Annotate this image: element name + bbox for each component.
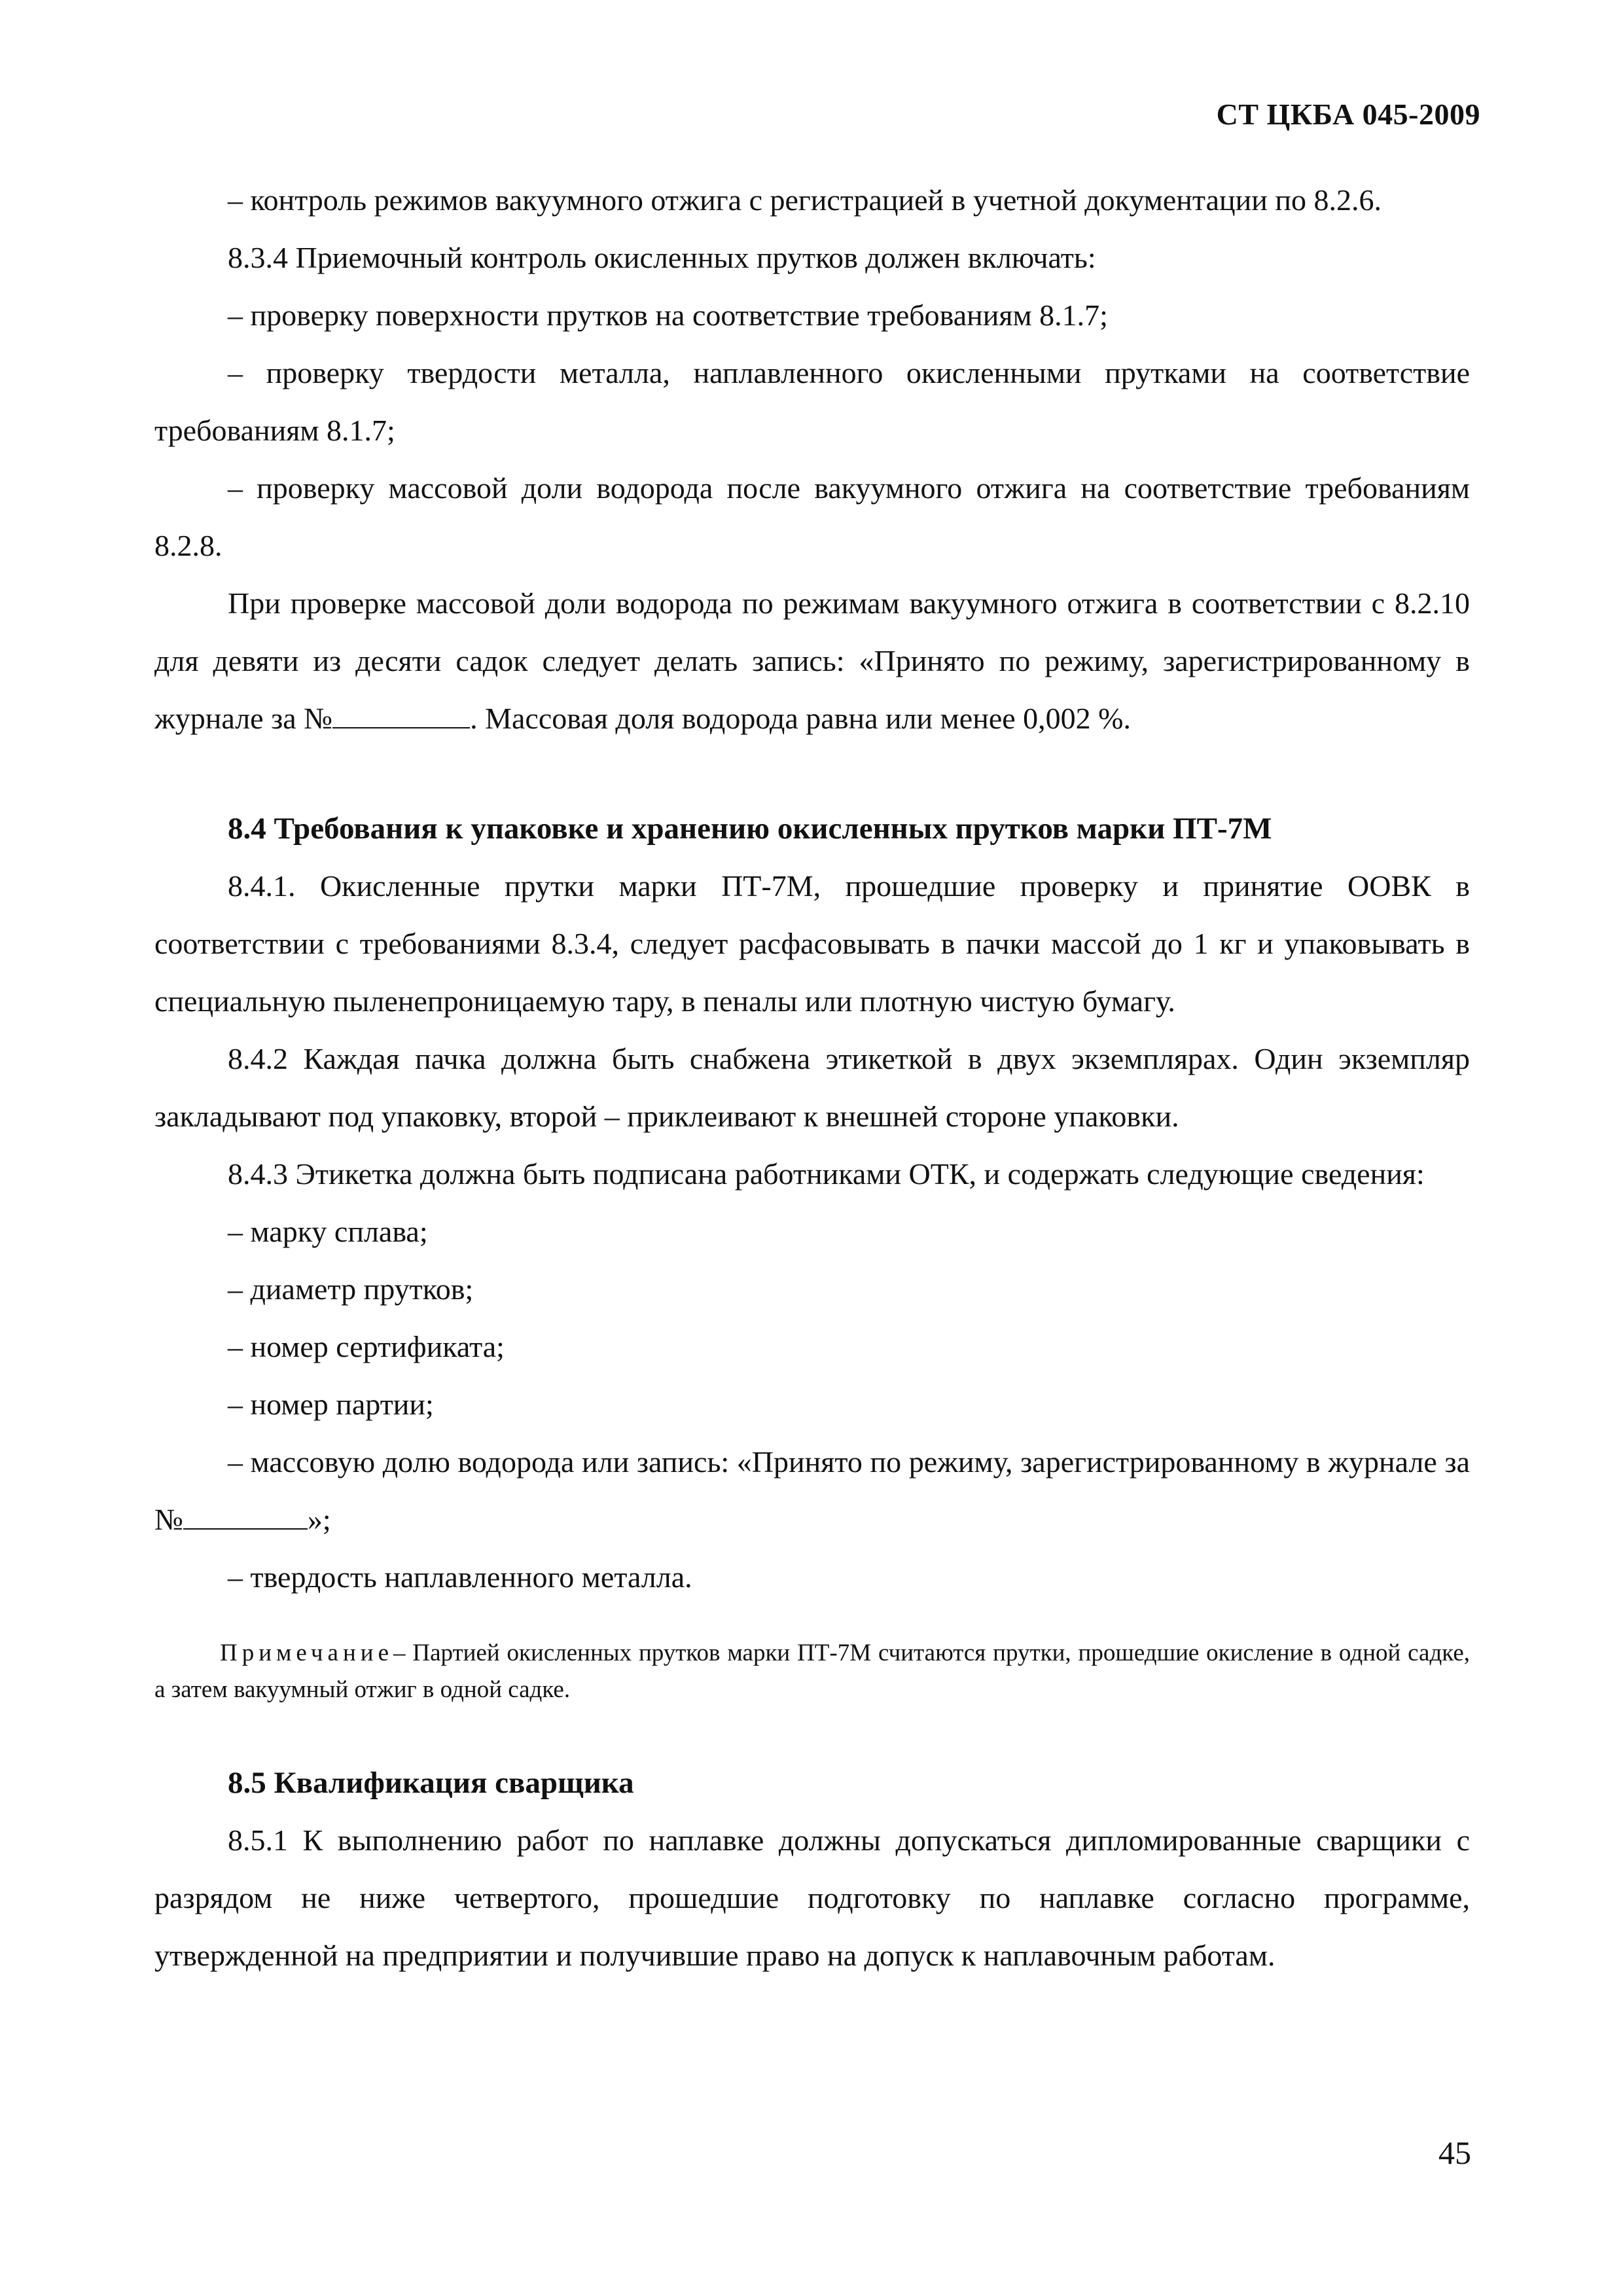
label-item-certificate: – номер сертификата; (228, 1330, 505, 1363)
paragraph-8-4-1: 8.4.1. Окисленные прутки марки ПТ-7М, прошедшие проверку и принятие ООВК в соответствии с требованиями 8.3.4, следует расфасовывать в пачки массой до 1 кг и упаковывать в специальную пыленепроницаемую тару, в пеналы или плотную чистую бумагу. (154, 869, 1470, 1018)
list-item-hardness-check: – проверку твердости металла, наплавленного окисленными прутками на соответствие требованиям 8.1.7; (154, 356, 1470, 447)
note-text: – Партией окисленных прутков марки ПТ-7М считаются прутки, прошедшие окисление в одной садке, а затем вакуумный отжиг в одной садке. (154, 1640, 1470, 1703)
hydrogen-record-text-2: . Массовая доля водорода равна или менее 0,002 %. (470, 702, 1131, 735)
hydrogen-record-text-1: При проверке массовой доли водорода по режимам вакуумного отжига в соответствии с 8.2.10 для девяти из десяти садок следует делать запись: «Принято по режиму, зарегистрированному в журнале за № (154, 586, 1470, 735)
journal-number-blank (332, 697, 470, 728)
label-item-hardness: – твердость наплавленного металла. (228, 1560, 692, 1594)
paragraph-8-5-1: 8.5.1 К выполнению работ по наплавке должны допускаться дипломированные сварщики с разрядом не ниже четвертого, прошедшие подготовку по наплавке согласно программе, утвержденной на предприятии и получившие право на допуск к наплавочным работам. (154, 1823, 1470, 1972)
label-item-alloy: – марку сплава; (228, 1215, 428, 1248)
label-item-diameter: – диаметр прутков; (228, 1272, 474, 1306)
label-journal-number-blank (183, 1498, 308, 1530)
list-item-hydrogen-check: – проверку массовой доли водорода после вакуумного отжига на соответствие требованиям 8.2.8. (154, 471, 1470, 562)
list-item-vacuum-annealing-control: – контроль режимов вакуумного отжига с регистрацией в учетной документации по 8.2.6. (228, 183, 1382, 217)
section-8-5-heading: 8.5 Квалификация сварщика (228, 1766, 634, 1800)
page-number: 45 (1438, 2134, 1471, 2171)
note (154, 1635, 1470, 1708)
paragraph-8-4-3: 8.4.3 Этикетка должна быть подписана работниками ОТК, и содержать следующие сведения: (228, 1157, 1425, 1191)
paragraph-8-3-4: 8.3.4 Приемочный контроль окисленных прутков должен включать: (228, 241, 1096, 274)
label-hydrogen-text-1: – массовую долю водорода или запись: «Принято по режиму, зарегистрированному в журнале за № (154, 1445, 1470, 1536)
standard-code-header: СТ ЦКБА 045-2009 (1216, 98, 1480, 131)
label-hydrogen-text-2: »; (307, 1503, 331, 1536)
paragraph-hydrogen-record (154, 575, 1470, 747)
paragraph-8-4-2: 8.4.2 Каждая пачка должна быть снабжена этикеткой в двух экземплярах. Один экземпляр закладывают под упаковку, второй – приклеивают к внешней стороне упаковки. (154, 1042, 1470, 1133)
note-label: Примечание (220, 1640, 393, 1666)
label-item-hydrogen-record (154, 1433, 1470, 1549)
list-item-surface-check: – проверку поверхности прутков на соответствие требованиям 8.1.7; (228, 298, 1108, 332)
section-8-4-heading: 8.4 Требования к упаковке и хранению окисленных прутков марки ПТ-7М (228, 812, 1272, 846)
document-body (154, 171, 1470, 1984)
label-item-batch: – номер партии; (228, 1388, 434, 1421)
